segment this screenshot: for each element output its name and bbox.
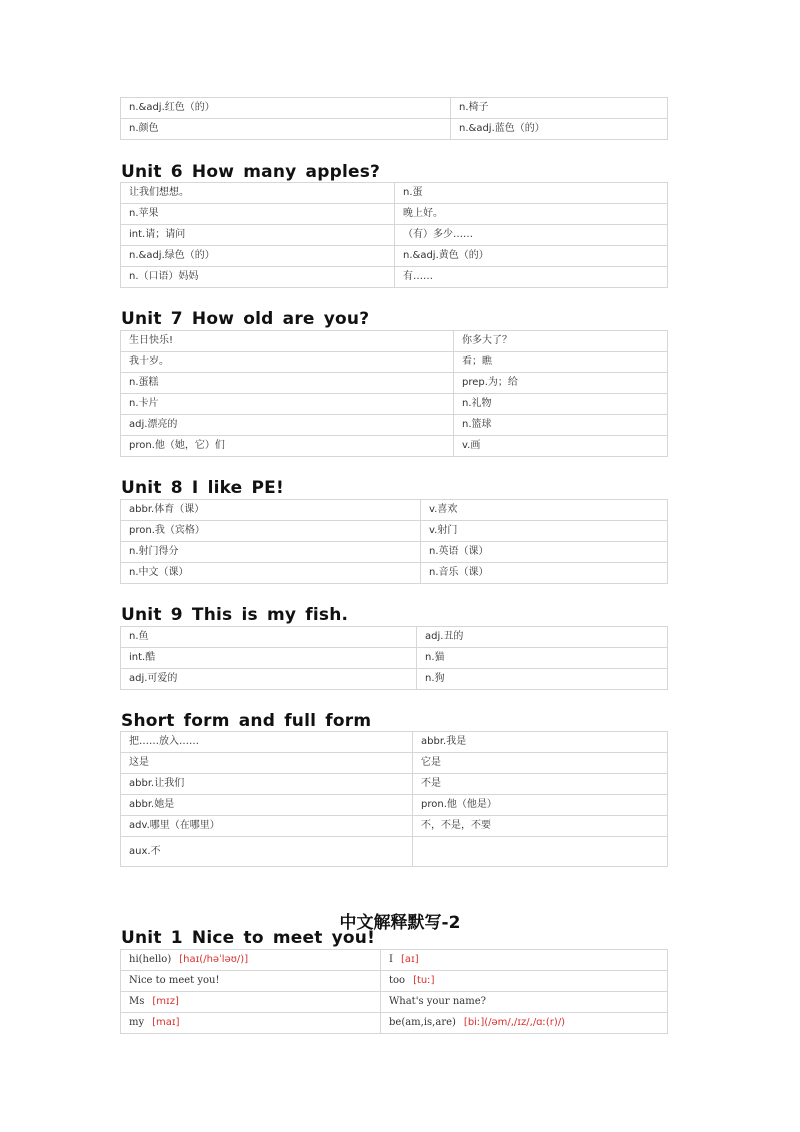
table-row <box>121 331 668 352</box>
table-cell: n.猫 <box>417 648 668 669</box>
table-row <box>121 98 668 119</box>
table-row <box>121 500 668 521</box>
table-cell: 有…… <box>395 267 668 288</box>
word-text: I <box>389 954 393 965</box>
table-cell: n.音乐（课） <box>421 563 668 584</box>
table-row <box>121 267 668 288</box>
table-row <box>121 669 668 690</box>
vocab-table-unit7 <box>120 330 668 457</box>
table-row <box>121 1013 668 1034</box>
unit7-heading: Unit 7 How old are you? <box>121 309 370 329</box>
table-cell: 看；瞧 <box>454 352 668 373</box>
short-form-heading: Short form and full form <box>121 711 372 731</box>
table-row <box>121 816 668 837</box>
word-text: my <box>129 1017 145 1028</box>
table-cell: n.篮球 <box>454 415 668 436</box>
table-cell: n.苹果 <box>121 204 395 225</box>
table-row <box>121 627 668 648</box>
table-row <box>121 352 668 373</box>
vocab-table-top <box>120 97 668 140</box>
phonetic-text: [aɪ] <box>400 954 419 965</box>
table-cell: n.英语（课） <box>421 542 668 563</box>
vocab-table-short-form <box>120 731 668 867</box>
phonetic-text: [maɪ] <box>152 1017 180 1028</box>
unit8-heading: Unit 8 I like PE! <box>121 478 284 498</box>
table-cell <box>381 1013 668 1034</box>
table-cell: 不，不是，不要 <box>413 816 668 837</box>
table-cell: n.&adj.黄色（的） <box>395 246 668 267</box>
table-cell: adj.丑的 <box>417 627 668 648</box>
table-cell: v.喜欢 <box>421 500 668 521</box>
table-cell <box>121 992 381 1013</box>
table-cell: n.卡片 <box>121 394 454 415</box>
table-row <box>121 795 668 816</box>
table-cell: （有）多少…… <box>395 225 668 246</box>
table-cell: v.画 <box>454 436 668 457</box>
unit6-heading: Unit 6 How many apples? <box>121 162 381 182</box>
table-row <box>121 774 668 795</box>
table-row <box>121 563 668 584</box>
vocab-table-unit9 <box>120 626 668 690</box>
table-cell: adj.漂亮的 <box>121 415 454 436</box>
table-row <box>121 992 668 1013</box>
table-cell: n.礼物 <box>454 394 668 415</box>
table-cell: 我十岁。 <box>121 352 454 373</box>
table-row <box>121 542 668 563</box>
table-row <box>121 225 668 246</box>
table-cell: pron.我（宾格） <box>121 521 421 542</box>
table-cell: v.射门 <box>421 521 668 542</box>
table-cell: 你多大了？ <box>454 331 668 352</box>
table-cell: abbr.让我们 <box>121 774 413 795</box>
table-cell: n.射门得分 <box>121 542 421 563</box>
table-cell: pron.他（他是） <box>413 795 668 816</box>
table-cell: aux.不 <box>121 837 413 867</box>
table-row <box>121 415 668 436</box>
table-cell: n.颜色 <box>121 119 451 140</box>
unit1-heading: Unit 1 Nice to meet you! <box>121 928 376 948</box>
table-cell: adj.可爱的 <box>121 669 417 690</box>
table-cell: 把……放入…… <box>121 732 413 753</box>
word-text: hi(hello) <box>129 954 172 965</box>
table-row <box>121 246 668 267</box>
phonetic-text: [mɪz] <box>152 996 179 1007</box>
word-text: too <box>389 975 406 986</box>
table-cell <box>121 950 381 971</box>
table-cell: n.椅子 <box>451 98 668 119</box>
table-cell <box>381 950 668 971</box>
table-row <box>121 183 668 204</box>
table-cell <box>121 1013 381 1034</box>
table-row <box>121 436 668 457</box>
table-row <box>121 394 668 415</box>
table-cell: n.&adj.绿色（的） <box>121 246 395 267</box>
table-cell: n.鱼 <box>121 627 417 648</box>
section-title: 中文解释默写-2 <box>339 913 461 933</box>
table-cell: prep.为；给 <box>454 373 668 394</box>
table-cell: 它是 <box>413 753 668 774</box>
word-text: Nice to meet you! <box>129 975 220 986</box>
vocab-table-unit1 <box>120 949 668 1034</box>
phonetic-text: [biː](/əm/,/ɪz/,/ɑː(r)/) <box>463 1017 566 1028</box>
phonetic-text: [tuː] <box>413 975 435 986</box>
word-text: Ms <box>129 996 145 1007</box>
table-row <box>121 950 668 971</box>
table-cell: 这是 <box>121 753 413 774</box>
table-row <box>121 971 668 992</box>
table-cell: pron.他（她，它）们 <box>121 436 454 457</box>
table-cell: n.蛋 <box>395 183 668 204</box>
table-cell: n.&adj.蓝色（的） <box>451 119 668 140</box>
table-cell: 不是 <box>413 774 668 795</box>
table-cell: n.（口语）妈妈 <box>121 267 395 288</box>
table-row <box>121 204 668 225</box>
table-cell <box>413 837 668 867</box>
table-cell: n.中文（课） <box>121 563 421 584</box>
table-cell: 让我们想想。 <box>121 183 395 204</box>
table-row <box>121 837 668 867</box>
table-cell: n.&adj.红色（的） <box>121 98 451 119</box>
table-row <box>121 732 668 753</box>
table-cell: abbr.我是 <box>413 732 668 753</box>
table-cell: n.狗 <box>417 669 668 690</box>
vocab-table-unit8 <box>120 499 668 584</box>
table-row <box>121 373 668 394</box>
table-cell: adv.哪里（在哪里） <box>121 816 413 837</box>
table-cell: int.酷 <box>121 648 417 669</box>
table-cell: 晚上好。 <box>395 204 668 225</box>
table-row <box>121 753 668 774</box>
table-cell <box>121 971 381 992</box>
table-cell: abbr.体育（课） <box>121 500 421 521</box>
table-cell: n.蛋糕 <box>121 373 454 394</box>
table-row <box>121 119 668 140</box>
unit9-heading: Unit 9 This is my fish. <box>121 605 349 625</box>
table-cell <box>381 971 668 992</box>
vocab-table-unit6 <box>120 182 668 288</box>
table-cell: 生日快乐! <box>121 331 454 352</box>
table-cell: int.请；请问 <box>121 225 395 246</box>
table-row <box>121 648 668 669</box>
word-text: be(am,is,are) <box>389 1017 456 1028</box>
table-row <box>121 521 668 542</box>
word-text: What's your name? <box>389 996 486 1007</box>
phonetic-text: [haɪ(/həˈləʊ/)] <box>179 954 249 965</box>
table-cell <box>381 992 668 1013</box>
table-cell: abbr.她是 <box>121 795 413 816</box>
